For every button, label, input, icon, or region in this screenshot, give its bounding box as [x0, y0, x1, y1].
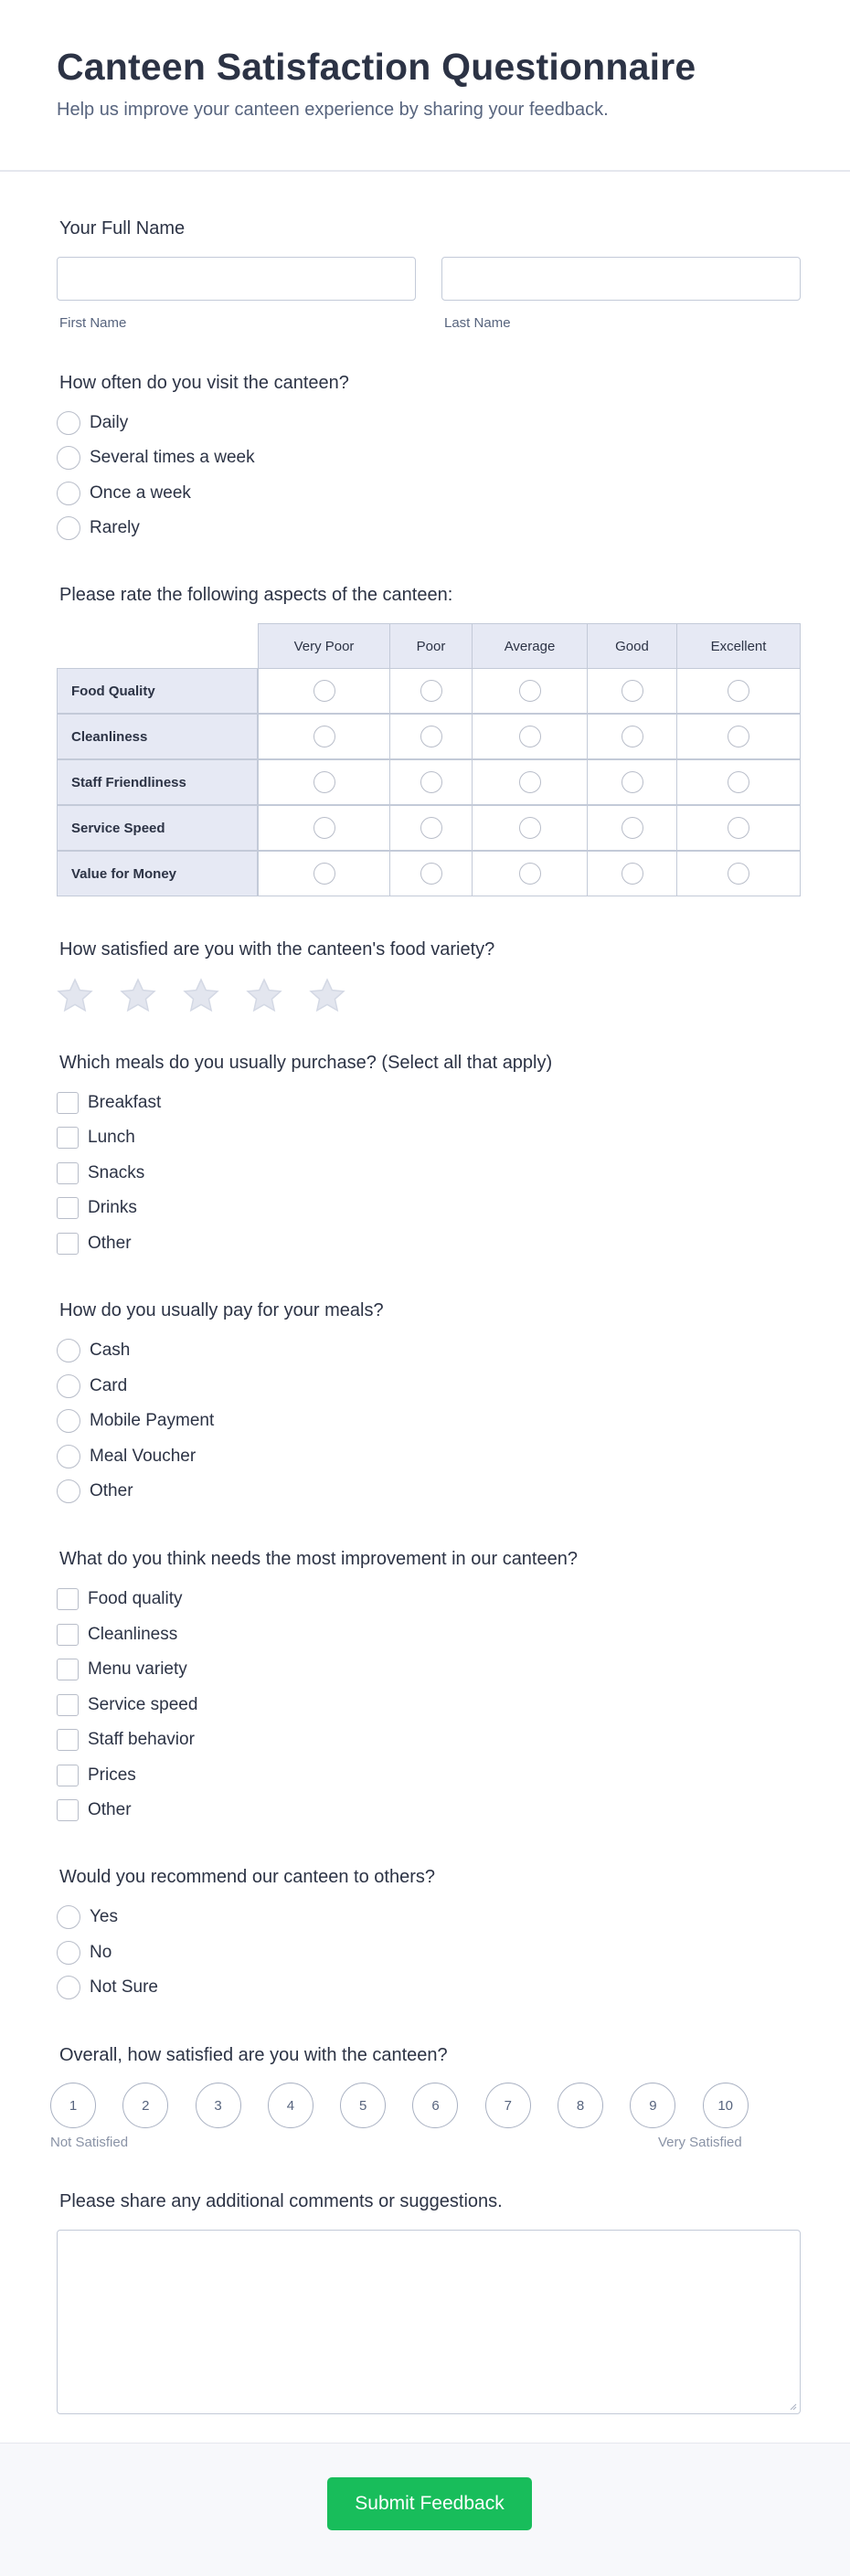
- scale-high-label: Very Satisfied: [658, 2135, 742, 2150]
- matrix-cell[interactable]: [472, 851, 588, 896]
- option-label: Menu variety: [88, 1659, 187, 1679]
- meal-option-drinks[interactable]: [57, 1194, 137, 1222]
- form-header: [0, 0, 850, 172]
- form-footer: [0, 2443, 850, 2576]
- radio-button[interactable]: [313, 863, 335, 885]
- matrix-col-good: Good: [587, 623, 677, 669]
- matrix-col-very-poor: Very Poor: [258, 623, 390, 669]
- matrix-cell[interactable]: [258, 805, 390, 851]
- option-label: Service speed: [88, 1695, 198, 1714]
- star-icon[interactable]: [244, 976, 284, 1016]
- matrix-cell[interactable]: [389, 759, 473, 805]
- visit-option-daily[interactable]: [57, 409, 128, 437]
- checkbox[interactable]: [57, 1092, 79, 1114]
- last-name-sublabel: Last Name: [444, 315, 511, 331]
- first-name-input[interactable]: [57, 257, 416, 301]
- option-label: Snacks: [88, 1163, 145, 1182]
- payment-option-mobile[interactable]: [57, 1407, 214, 1435]
- recommend-option-no[interactable]: [57, 1939, 112, 1966]
- radio-button[interactable]: [728, 863, 749, 885]
- scale-option-3[interactable]: 3: [196, 2083, 241, 2128]
- radio-button[interactable]: [622, 726, 643, 747]
- radio-button[interactable]: [57, 1479, 80, 1503]
- scale-option-4[interactable]: 4: [268, 2083, 313, 2128]
- scale-option-1[interactable]: 1: [50, 2083, 96, 2128]
- radio-button[interactable]: [57, 411, 80, 435]
- visit-option-once-a-week[interactable]: [57, 480, 191, 507]
- option-label: Other: [88, 1234, 132, 1253]
- visit-option-rarely[interactable]: [57, 514, 140, 542]
- checkbox[interactable]: [57, 1799, 79, 1821]
- radio-button[interactable]: [420, 771, 442, 793]
- radio-button[interactable]: [57, 1445, 80, 1468]
- radio-button[interactable]: [519, 817, 541, 839]
- radio-button[interactable]: [728, 817, 749, 839]
- radio-button[interactable]: [57, 1905, 80, 1929]
- comments-textarea[interactable]: [57, 2230, 801, 2414]
- option-label: Card: [90, 1376, 128, 1395]
- meal-option-other[interactable]: [57, 1230, 132, 1257]
- submit-button[interactable]: Submit Feedback: [327, 2477, 532, 2530]
- improve-option-other[interactable]: [57, 1797, 132, 1824]
- recommend-label: Would you recommend our canteen to others?: [59, 1867, 435, 1887]
- radio-button[interactable]: [313, 817, 335, 839]
- option-label: Not Sure: [90, 1977, 158, 1997]
- payment-option-card[interactable]: [57, 1373, 127, 1400]
- radio-button[interactable]: [57, 446, 80, 470]
- checkbox[interactable]: [57, 1197, 79, 1219]
- improve-option-menu-variety[interactable]: [57, 1656, 187, 1683]
- matrix-row-food-quality: Food Quality: [57, 668, 258, 714]
- checkbox[interactable]: [57, 1162, 79, 1184]
- radio-button[interactable]: [313, 771, 335, 793]
- option-label: Daily: [90, 413, 129, 432]
- matrix-col-excellent: Excellent: [676, 623, 801, 669]
- radio-button[interactable]: [57, 516, 80, 540]
- star-icon[interactable]: [181, 976, 221, 1016]
- matrix-cell[interactable]: [389, 805, 473, 851]
- radio-button[interactable]: [420, 680, 442, 702]
- improve-option-cleanliness[interactable]: [57, 1621, 177, 1648]
- option-label: Yes: [90, 1907, 118, 1926]
- rating-matrix: [57, 623, 801, 897]
- matrix-row-service-speed: Service Speed: [57, 805, 258, 851]
- scale-option-8[interactable]: 8: [558, 2083, 603, 2128]
- radio-button[interactable]: [313, 726, 335, 747]
- matrix-cell[interactable]: [258, 759, 390, 805]
- option-label: Rarely: [90, 518, 140, 537]
- radio-button[interactable]: [519, 726, 541, 747]
- star-icon[interactable]: [307, 976, 347, 1016]
- meals-label: Which meals do you usually purchase? (Select all that apply): [59, 1053, 553, 1073]
- option-label: Staff behavior: [88, 1730, 195, 1749]
- visit-frequency-label: How often do you visit the canteen?: [59, 373, 349, 393]
- radio-button[interactable]: [622, 771, 643, 793]
- matrix-cell[interactable]: [587, 668, 677, 714]
- radio-button[interactable]: [57, 1339, 80, 1362]
- matrix-cell[interactable]: [472, 714, 588, 759]
- radio-button[interactable]: [57, 1409, 80, 1433]
- scale-low-label: Not Satisfied: [50, 2135, 129, 2150]
- comments-label: Please share any additional comments or suggestions.: [59, 2191, 503, 2211]
- matrix-cell[interactable]: [676, 851, 801, 896]
- radio-button[interactable]: [622, 817, 643, 839]
- matrix-cell[interactable]: [587, 851, 677, 896]
- matrix-cell[interactable]: [258, 668, 390, 714]
- checkbox[interactable]: [57, 1765, 79, 1786]
- scale-option-6[interactable]: 6: [412, 2083, 458, 2128]
- form-title: Canteen Satisfaction Questionnaire: [57, 46, 696, 88]
- option-label: Other: [90, 1481, 133, 1500]
- matrix-cell[interactable]: [389, 851, 473, 896]
- matrix-cell[interactable]: [676, 759, 801, 805]
- radio-button[interactable]: [519, 863, 541, 885]
- scale-option-9[interactable]: 9: [630, 2083, 675, 2128]
- option-label: Several times a week: [90, 448, 255, 467]
- scale-option-10[interactable]: 10: [703, 2083, 749, 2128]
- option-label: Meal Voucher: [90, 1447, 197, 1466]
- first-name-sublabel: First Name: [59, 315, 127, 331]
- matrix-cell[interactable]: [587, 759, 677, 805]
- form-subtitle: Help us improve your canteen experience by sharing your feedback.: [57, 100, 609, 120]
- meal-option-breakfast[interactable]: [57, 1089, 161, 1117]
- radio-button[interactable]: [57, 1976, 80, 1999]
- recommend-option-not-sure[interactable]: [57, 1974, 158, 2001]
- scale-option-2[interactable]: 2: [122, 2083, 168, 2128]
- matrix-cell[interactable]: [472, 668, 588, 714]
- radio-button[interactable]: [622, 863, 643, 885]
- option-label: Cleanliness: [88, 1625, 178, 1644]
- matrix-cell[interactable]: [587, 714, 677, 759]
- radio-button[interactable]: [420, 817, 442, 839]
- radio-button[interactable]: [622, 680, 643, 702]
- option-label: Lunch: [88, 1128, 135, 1147]
- radio-button[interactable]: [728, 771, 749, 793]
- food-variety-label: How satisfied are you with the canteen's food variety?: [59, 939, 495, 959]
- checkbox[interactable]: [57, 1659, 79, 1680]
- scale-rating: [50, 2083, 749, 2128]
- improvement-label: What do you think needs the most improvement in our canteen?: [59, 1549, 578, 1569]
- matrix-cell[interactable]: [587, 805, 677, 851]
- matrix-row-value-for-money: Value for Money: [57, 851, 258, 896]
- option-label: Breakfast: [88, 1093, 162, 1112]
- checkbox[interactable]: [57, 1127, 79, 1149]
- last-name-input[interactable]: [441, 257, 801, 301]
- radio-button[interactable]: [519, 771, 541, 793]
- checkbox[interactable]: [57, 1624, 79, 1646]
- payment-label: How do you usually pay for your meals?: [59, 1300, 384, 1320]
- radio-button[interactable]: [420, 726, 442, 747]
- matrix-cell[interactable]: [676, 668, 801, 714]
- radio-button[interactable]: [728, 680, 749, 702]
- overall-satisfaction-label: Overall, how satisfied are you with the canteen?: [59, 2045, 448, 2065]
- option-label: Drinks: [88, 1198, 137, 1217]
- matrix-col-average: Average: [472, 623, 588, 669]
- improve-option-prices[interactable]: [57, 1762, 136, 1789]
- matrix-cell[interactable]: [258, 714, 390, 759]
- radio-button[interactable]: [57, 482, 80, 505]
- checkbox[interactable]: [57, 1233, 79, 1255]
- payment-option-other[interactable]: [57, 1478, 133, 1505]
- visit-option-several-times[interactable]: [57, 444, 255, 472]
- star-rating: [55, 976, 370, 1016]
- improve-option-staff-behavior[interactable]: [57, 1726, 195, 1754]
- star-icon[interactable]: [55, 976, 95, 1016]
- option-label: Cash: [90, 1341, 131, 1360]
- matrix-cell[interactable]: [472, 759, 588, 805]
- matrix-cell[interactable]: [472, 805, 588, 851]
- matrix-cell[interactable]: [389, 668, 473, 714]
- matrix-cell[interactable]: [389, 714, 473, 759]
- radio-button[interactable]: [519, 680, 541, 702]
- matrix-col-poor: Poor: [389, 623, 473, 669]
- matrix-row-staff-friendliness: Staff Friendliness: [57, 759, 258, 805]
- checkbox[interactable]: [57, 1694, 79, 1716]
- radio-button[interactable]: [57, 1941, 80, 1965]
- option-label: Other: [88, 1800, 132, 1819]
- checkbox[interactable]: [57, 1729, 79, 1751]
- payment-option-voucher[interactable]: [57, 1443, 196, 1470]
- option-label: No: [90, 1943, 112, 1962]
- radio-button[interactable]: [728, 726, 749, 747]
- payment-option-cash[interactable]: [57, 1337, 130, 1364]
- radio-button[interactable]: [420, 863, 442, 885]
- full-name-label: Your Full Name: [59, 218, 186, 239]
- radio-button[interactable]: [57, 1374, 80, 1398]
- resize-grip-icon[interactable]: [788, 2401, 797, 2411]
- radio-button[interactable]: [313, 680, 335, 702]
- improve-option-service-speed[interactable]: [57, 1691, 197, 1719]
- option-label: Once a week: [90, 483, 191, 503]
- meal-option-lunch[interactable]: [57, 1124, 135, 1151]
- matrix-cell[interactable]: [676, 714, 801, 759]
- rating-matrix-label: Please rate the following aspects of the canteen:: [59, 585, 453, 605]
- matrix-row-cleanliness: Cleanliness: [57, 714, 258, 759]
- matrix-cell[interactable]: [676, 805, 801, 851]
- improve-option-food-quality[interactable]: [57, 1585, 183, 1613]
- checkbox[interactable]: [57, 1588, 79, 1610]
- scale-option-7[interactable]: 7: [485, 2083, 531, 2128]
- option-label: Food quality: [88, 1589, 183, 1608]
- option-label: Prices: [88, 1765, 136, 1785]
- star-icon[interactable]: [118, 976, 158, 1016]
- meal-option-snacks[interactable]: [57, 1160, 144, 1187]
- option-label: Mobile Payment: [90, 1411, 215, 1430]
- recommend-option-yes[interactable]: [57, 1903, 118, 1931]
- scale-option-5[interactable]: 5: [340, 2083, 386, 2128]
- matrix-cell[interactable]: [258, 851, 390, 896]
